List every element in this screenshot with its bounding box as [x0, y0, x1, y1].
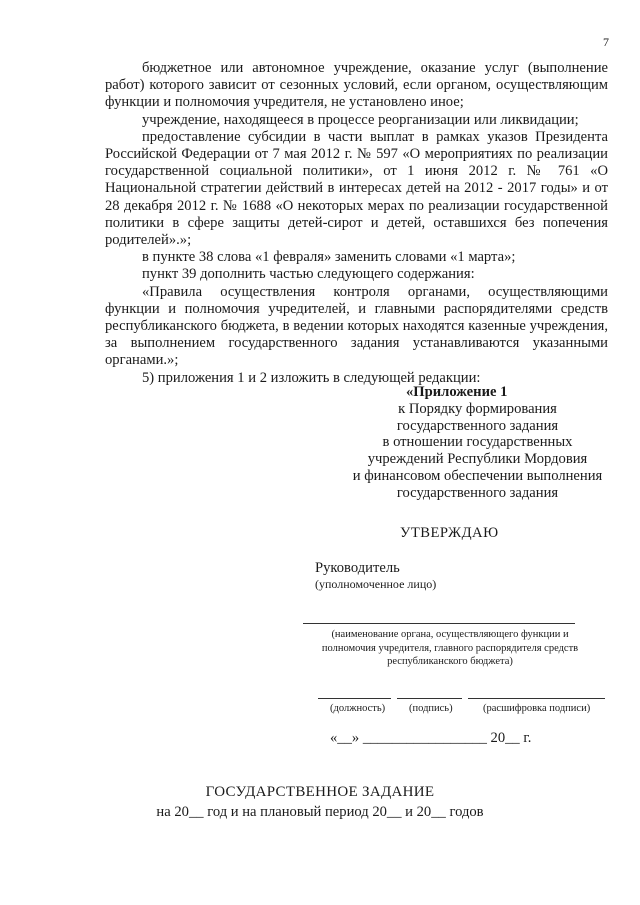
- page-number: 7: [603, 35, 609, 49]
- paragraph: предоставление субсидии в части выплат в рамках указов Президента Российской Федерации от 7 мая 2012 г. № 597 «О мероприятиях по реализации государственной социальной политики», от 1 июня 2012 г. № 761 «О Национальной стратегии действий в интересах детей на 2012 - 2017 годы» и от 28 декабря 2012 г. № 1688 «О некоторых мерах по реализации государственной политики в сфере защиты детей-сирот и детей, оставшихся без попечения родителей».»;: [105, 128, 608, 249]
- organ-caption-line: (наименование органа, осуществляющего функции и: [331, 629, 569, 640]
- paragraph: 5) приложения 1 и 2 изложить в следующей редакции:: [142, 369, 481, 386]
- paragraph: бюджетное или автономное учреждение, оказание услуг (выполнение работ) которого зависит от сезонных условий, если органом, осуществляющим функции и полномочия учредителя, не установлено иное;: [105, 60, 608, 111]
- position-line: [318, 698, 391, 699]
- decode-line: [468, 698, 605, 699]
- paragraph: учреждение, находящееся в процессе реорганизации или ликвидации;: [142, 111, 579, 128]
- organ-caption-line: полномочия учредителя, главного распорядителя средств: [321, 642, 579, 654]
- document-subtitle: на 20__ год и на плановый период 20__ и 20__ годов: [156, 804, 484, 820]
- appendix-header: [340, 384, 615, 502]
- organ-caption-line: республиканского бюджета): [387, 656, 513, 667]
- head-label: Руководитель: [315, 560, 400, 576]
- paragraph: «Правила осуществления контроля органами, осуществляющими функции и полномочия учредителей, и главными распорядителями средств республиканского бюджета, в ведении которых находятся казенные учреждения, за выполнением государственного задания устанавливаются указанными органами.»;: [105, 283, 608, 369]
- appendix-line: в отношении государственных: [382, 434, 573, 451]
- organ-caption: [300, 628, 600, 669]
- appendix-title: «Приложение 1: [406, 384, 508, 400]
- appendix-line: государственного задания: [396, 484, 559, 501]
- position-caption: (должность): [330, 703, 386, 714]
- appendix-line: и финансовом обеспечении выполнения: [352, 467, 603, 484]
- paragraph: в пункте 38 слова «1 февраля» заменить словами «1 марта»;: [142, 249, 516, 266]
- appendix-line: к Порядку формирования: [398, 400, 557, 417]
- document-title: ГОСУДАРСТВЕННОЕ ЗАДАНИЕ: [205, 784, 435, 800]
- appendix-line: государственного задания: [396, 417, 559, 434]
- signature-caption: (подпись): [409, 703, 453, 714]
- appendix-line: учреждений Республики Мордовия: [367, 451, 588, 468]
- head-sublabel: (уполномоченное лицо): [315, 577, 437, 591]
- organ-name-line: [303, 623, 575, 624]
- body-text: [105, 60, 608, 387]
- signature-line: [397, 698, 462, 699]
- date-line: «__» _________________ 20__ г.: [330, 730, 532, 746]
- approval-heading: УТВЕРЖДАЮ: [400, 525, 499, 541]
- decode-caption: (расшифровка подписи): [483, 703, 591, 714]
- paragraph: пункт 39 дополнить частью следующего содержания:: [142, 266, 475, 283]
